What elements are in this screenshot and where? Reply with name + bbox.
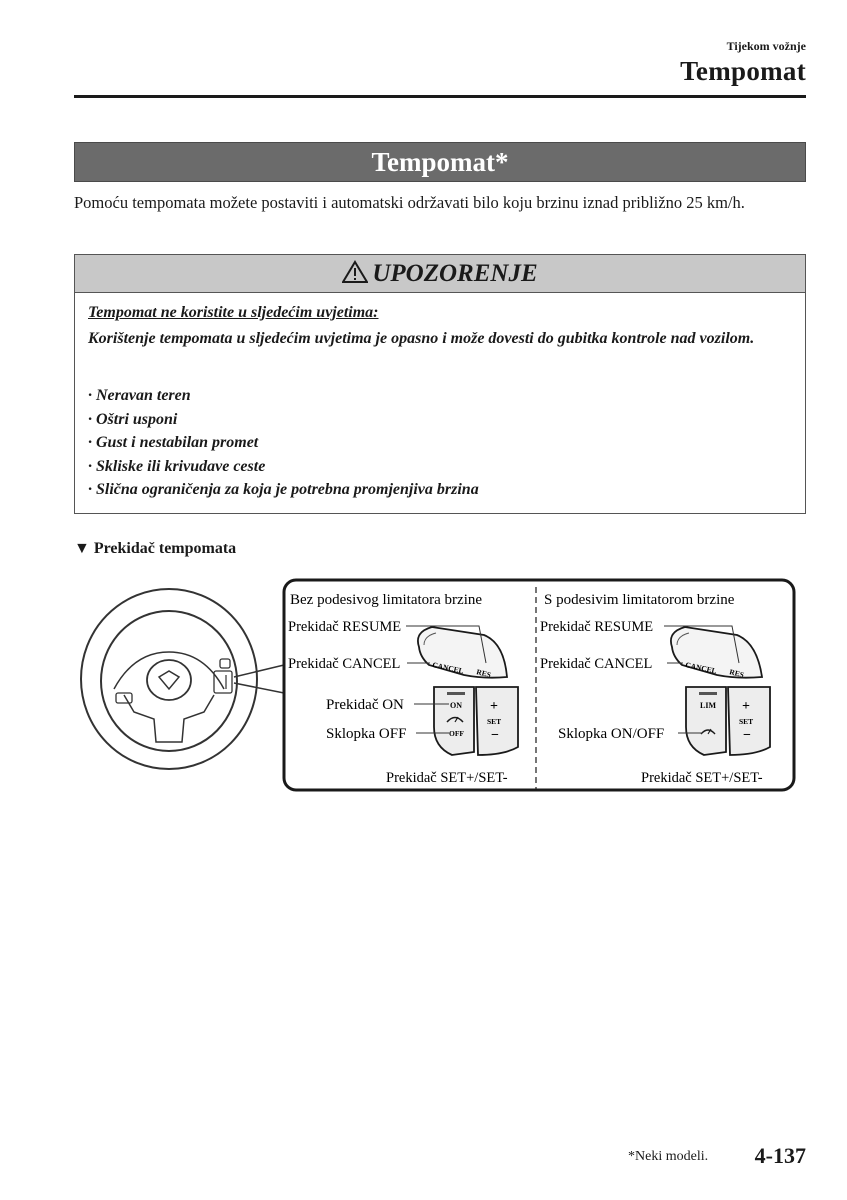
page-title: Tempomat xyxy=(680,56,806,86)
left-panel-title: Bez podesivog limitatora brzine xyxy=(290,592,483,608)
steering-wheel-illustration xyxy=(81,589,257,769)
intro-paragraph: Pomoću tempomata možete postaviti i automatski održavati bilo koju brzinu iznad približno 25 km/h. xyxy=(74,193,745,212)
callout-box xyxy=(284,580,794,790)
label-set-right: Prekidač SET+/SET- xyxy=(641,770,763,786)
label-cancel-right: Prekidač CANCEL xyxy=(540,656,653,672)
btn-minus-left: − xyxy=(491,728,499,743)
list-item: · Neravan teren xyxy=(88,384,479,408)
warning-box xyxy=(74,254,806,514)
label-resume-left: Prekidač RESUME xyxy=(288,619,402,635)
label-on-left: Prekidač ON xyxy=(326,697,404,713)
warning-heading: UPOZORENJE xyxy=(372,260,538,287)
warning-subheading: Tempomat ne koristite u sljedećim uvjetima: xyxy=(88,304,379,321)
cancel-res-button-right xyxy=(671,627,762,679)
title-divider xyxy=(74,95,806,98)
switch-section-heading: ▼ Prekidač tempomata xyxy=(74,540,237,557)
callout-line xyxy=(234,683,284,693)
btn-plus-right: + xyxy=(742,699,750,714)
btn-set-right: SET xyxy=(739,717,754,726)
btn-res-right: RES xyxy=(728,667,745,680)
label-onoff-right: Sklopka ON/OFF xyxy=(558,726,665,742)
cancel-res-button-left xyxy=(418,627,507,679)
warning-list xyxy=(88,384,479,502)
label-resume-right: Prekidač RESUME xyxy=(540,619,654,635)
list-item: · Oštri usponi xyxy=(88,408,479,432)
callout-line xyxy=(234,665,284,677)
lim-set-cluster-right xyxy=(686,687,770,755)
list-item: · Skliske ili krivudave ceste xyxy=(88,455,479,479)
warning-triangle-icon xyxy=(342,260,368,284)
page-number: 4-137 xyxy=(754,1143,806,1168)
list-item: · Gust i nestabilan promet xyxy=(88,431,479,455)
warning-header xyxy=(75,255,805,293)
btn-cancel-left: CANCEL xyxy=(431,660,465,676)
list-item: · Slična ograničenja za koja je potrebna promjenjiva brzina xyxy=(88,478,479,502)
warning-text: Korištenje tempomata u sljedećim uvjetima je opasno i može dovesti do gubitka kontrole nad vozilom. xyxy=(88,330,755,347)
section-banner: Tempomat* xyxy=(74,142,806,182)
btn-plus-left: + xyxy=(490,699,498,714)
cruise-control-figure xyxy=(74,577,809,797)
right-panel-title: S podesivim limitatorom brzine xyxy=(544,592,735,608)
btn-set-left: SET xyxy=(487,717,502,726)
btn-off-left: OFF xyxy=(449,729,464,738)
on-off-set-cluster-left xyxy=(434,687,518,755)
label-set-left: Prekidač SET+/SET- xyxy=(386,770,508,786)
label-cancel-left: Prekidač CANCEL xyxy=(288,656,401,672)
btn-on-left: ON xyxy=(450,701,462,710)
btn-minus-right: − xyxy=(743,728,751,743)
btn-lim-right: LIM xyxy=(700,701,716,710)
btn-res-left: RES xyxy=(475,667,492,680)
footnote: *Neki modeli. xyxy=(628,1149,709,1164)
label-off-left: Sklopka OFF xyxy=(326,726,407,742)
btn-cancel-right: CANCEL xyxy=(684,660,718,676)
section-label: Tijekom vožnje xyxy=(726,39,806,53)
